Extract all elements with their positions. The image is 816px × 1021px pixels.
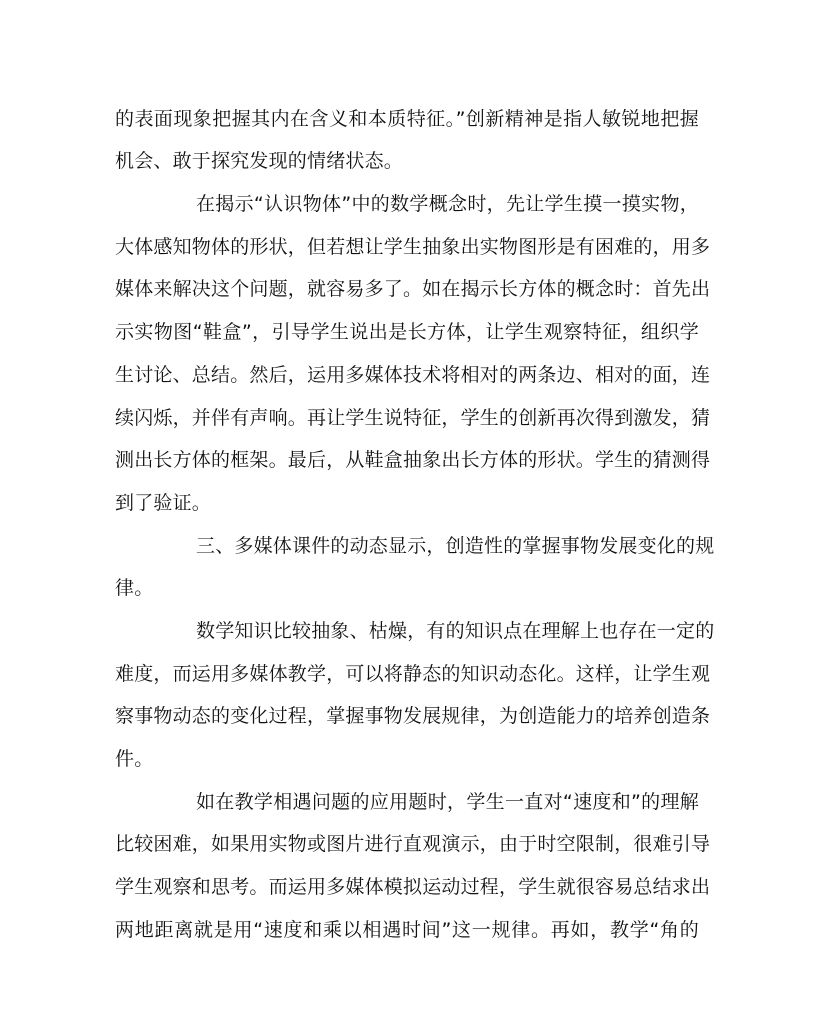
text-line: 大体感知物体的形状，但若想让学生抽象出实物图形是有困难的，用多 [115,236,711,258]
text-line: 到了验证。 [115,492,212,514]
text-line: 难度，而运用多媒体教学，可以将静态的知识动态化。这样，让学生观 [115,663,711,685]
text-line: 学生观察和思考。而运用多媒体模拟运动过程，学生就很容易总结求出 [115,876,711,898]
section-heading-line: 三、多媒体课件的动态显示，创造性的掌握事物发展变化的规 [196,535,715,557]
text-line: 媒体来解决这个问题，就容易多了。如在揭示长方体的概念时：首先出 [115,278,711,300]
paragraph-start-line: 数学知识比较抽象、枯燥，有的知识点在理解上也存在一定的 [196,620,715,642]
text-line: 续闪烁，并伴有声响。再让学生说特征，学生的创新再次得到激发，猜 [115,407,711,429]
text-line: 生讨论、总结。然后，运用多媒体技术将相对的两条边、相对的面，连 [115,364,711,386]
text-line: 测出长方体的框架。最后，从鞋盒抽象出长方体的形状。学生的猜测得 [115,449,711,471]
text-line: 机会、敢于探究发现的情绪状态。 [115,150,404,172]
paragraph-start-line: 在揭示“认识物体”中的数学概念时，先让学生摸一摸实物， [196,193,699,215]
text-line: 察事物动态的变化过程，掌握事物发展规律，为创造能力的培养创造条 [115,705,711,727]
text-line: 比较困难，如果用实物或图片进行直观演示，由于时空限制，很难引导 [115,833,711,855]
text-line: 的表面现象把握其内在含义和本质特征。”创新精神是指人敏锐地把握 [115,108,699,130]
text-line: 两地距离就是用“速度和乘以相遇时间”这一规律。再如，教学“角的 [115,919,699,941]
paragraph-start-line: 如在教学相遇问题的应用题时，学生一直对“速度和”的理解 [196,791,699,813]
text-line: 件。 [115,748,154,770]
section-heading-line: 律。 [115,577,154,599]
text-line: 示实物图“鞋盒”，引导学生说出是长方体，让学生观察特征，组织学 [115,321,699,343]
